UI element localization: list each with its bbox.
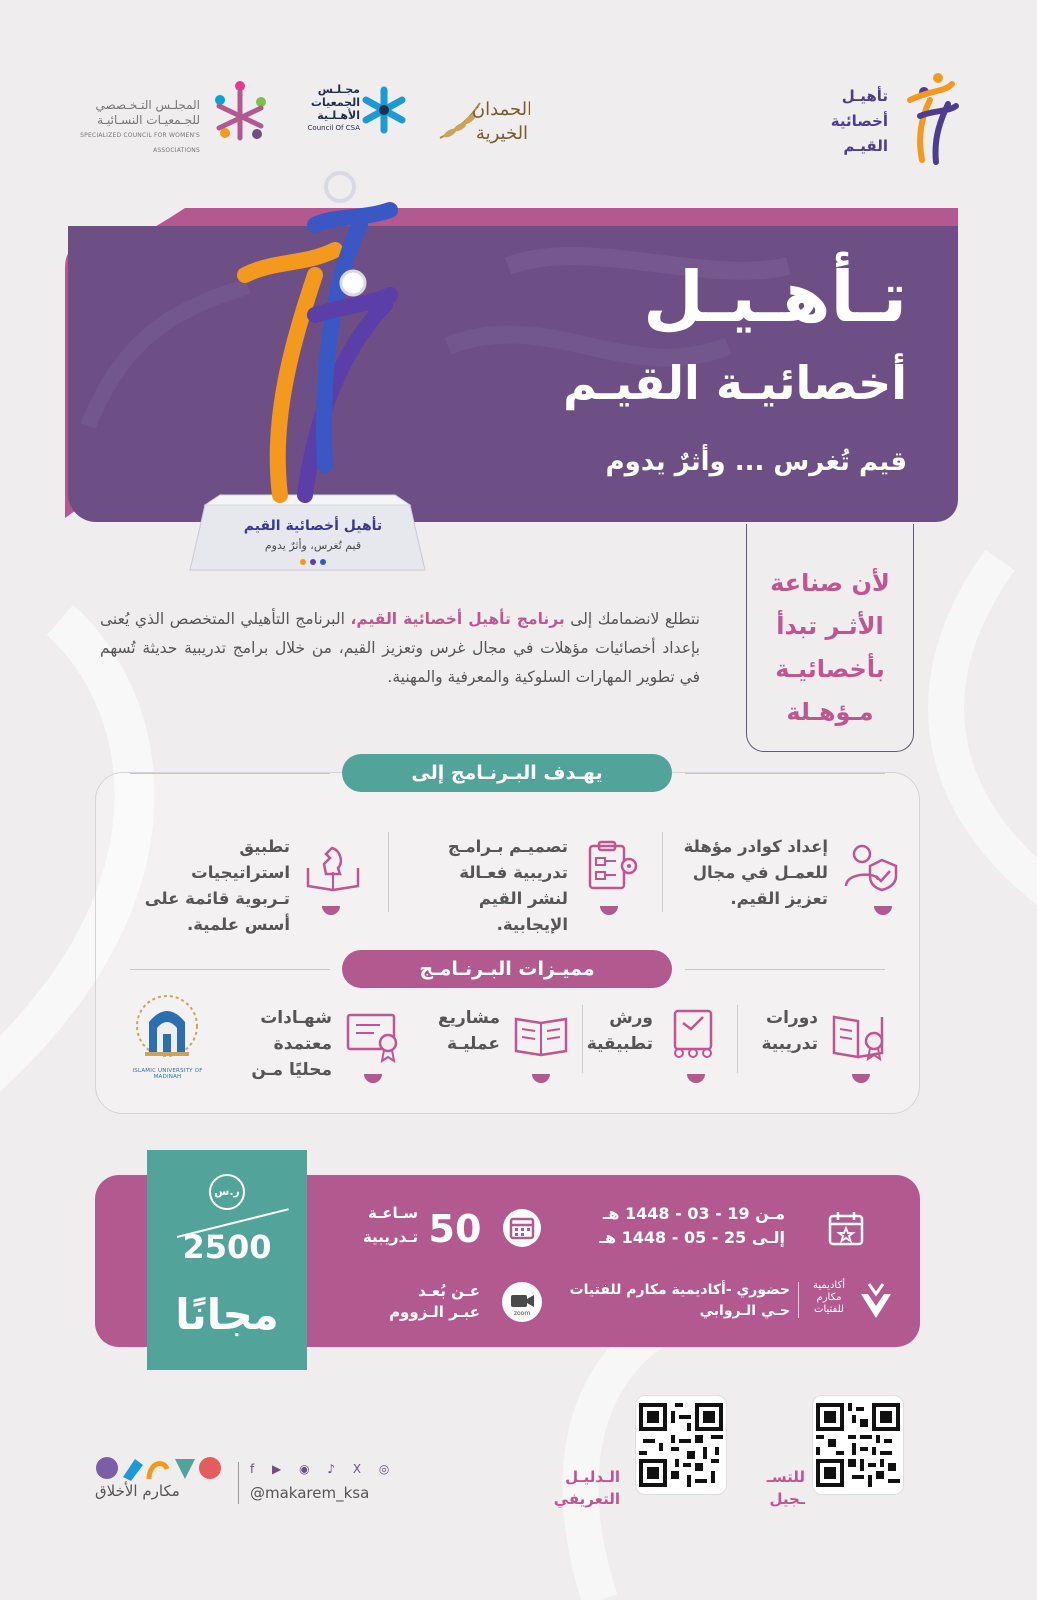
university-name-en: ISLAMIC UNIVERSITY OF MADINAH xyxy=(132,1068,203,1080)
divider-line xyxy=(662,832,663,912)
program-logo-line: القيـم xyxy=(843,137,888,155)
hero-subtitle: أخصائيـة القيـم xyxy=(563,356,907,410)
bullet-dot xyxy=(322,906,340,915)
divider-line xyxy=(130,773,330,774)
qr-register-line: للتسـ xyxy=(766,1468,805,1486)
note-line: الأثـر تبدأ xyxy=(776,612,884,640)
book-chess-icon xyxy=(304,840,362,892)
old-price-value: 2500 xyxy=(182,1228,272,1266)
qr-guide-line: التعريفي xyxy=(553,1490,620,1508)
feature-text: ورش تطبيقية xyxy=(586,1008,653,1054)
hours-line2: تـدريبية xyxy=(362,1228,418,1246)
hours-number: 50 xyxy=(428,1207,482,1251)
divider-line xyxy=(130,969,330,970)
goal-text: تطبيق استراتيجيات تـربوية قائمة على أسس علمية. xyxy=(144,837,290,934)
csa-line3: الأهـلـية xyxy=(317,109,360,122)
certificate-book-icon xyxy=(830,1007,890,1063)
makarem-name: مكارم الأخلاق xyxy=(95,1482,180,1500)
location-line1: حضوري -أكاديمية مكارم للفتيات xyxy=(569,1282,790,1298)
academy-logo-icon xyxy=(855,1278,897,1320)
hamdan-word1: الحمدان xyxy=(471,99,530,120)
qr-register[interactable] xyxy=(812,1395,904,1495)
program-logo-line: تأهيـل xyxy=(841,87,888,105)
divider-line xyxy=(388,832,389,912)
location-line2: حـي الـروابي xyxy=(699,1303,790,1319)
hamdan-charity-logo xyxy=(430,83,530,153)
bullet-dot xyxy=(600,906,618,915)
women-council-logo xyxy=(50,98,200,158)
islamic-university-logo xyxy=(125,992,210,1082)
old-price xyxy=(147,1228,307,1266)
csa-snowflake-icon xyxy=(360,86,408,134)
feature-text: مشاريع عمليـة xyxy=(438,1008,500,1054)
goal-item xyxy=(680,832,900,922)
intro-before: نتطلع لانضمامك إلى xyxy=(564,610,700,628)
open-book-icon xyxy=(512,1007,572,1063)
divider-line xyxy=(685,773,885,774)
clipboard-group-icon xyxy=(665,1007,725,1063)
goal-item xyxy=(130,832,362,934)
bullet-dot xyxy=(687,1074,705,1083)
academy-name-line: مكارم xyxy=(816,1292,842,1303)
program-logo xyxy=(800,70,960,165)
date-to: إلـى 25 - 05 - 1448 هـ xyxy=(599,1228,785,1247)
trophy-illustration xyxy=(185,165,430,595)
academy-name xyxy=(805,1280,853,1316)
women-council-line2: للجـمعيـات النسـائيـة xyxy=(97,113,200,127)
partner-logos xyxy=(50,78,550,158)
women-council-en: SPECIALIZED COUNCIL FOR WOMEN'S ASSOCIATIONS xyxy=(80,132,200,154)
features-heading: مميـزات البـرنـامـج xyxy=(342,950,672,988)
note-line: مـؤهـلة xyxy=(786,698,874,726)
csa-en: Council Of CSA xyxy=(307,124,360,132)
feature-item xyxy=(745,1003,890,1083)
intro-paragraph xyxy=(100,605,700,692)
intro-program-name: برنامج تأهيل أخصائية القيم، xyxy=(350,610,565,628)
hero-title: تـأهـيـل xyxy=(643,256,907,338)
makarem-logo-icon xyxy=(95,1455,223,1481)
trophy-title: تأهيل أخصائية القيم xyxy=(243,518,383,534)
academy-name-line: أكاديمية xyxy=(813,1280,845,1291)
goal-text: إعداد كوادر مؤهلة للعمـل في مجال تعزيز القيم. xyxy=(683,837,828,908)
bullet-dot xyxy=(874,906,892,915)
trophy-slogan: قيم تُغرس، وأثرٌ يدوم xyxy=(264,539,362,552)
remote-line1: عـن بُعـد xyxy=(418,1282,480,1300)
zoom-icon xyxy=(502,1282,542,1322)
csa-logo xyxy=(300,78,410,148)
remote-line2: عبـر الـزووم xyxy=(389,1303,480,1321)
hamdan-word2: الخيرية xyxy=(475,123,529,144)
qr-code-icon xyxy=(816,1403,900,1487)
social-icons[interactable]: f ▶ ◉ ♪ X ◎ xyxy=(250,1462,397,1476)
qr-guide-line: الـدليـل xyxy=(565,1468,620,1486)
bullet-dot xyxy=(364,1074,382,1083)
feature-text: شهـادات معتمدة محليًا مـن xyxy=(251,1008,332,1080)
qr-register-label xyxy=(745,1466,805,1510)
hero-slogan: قيم تُغرس ... وأثرٌ يدوم xyxy=(605,447,907,477)
university-emblem-icon xyxy=(125,992,210,1064)
feature-item xyxy=(232,1003,404,1083)
divider-line xyxy=(737,1005,738,1073)
impact-note-box xyxy=(746,524,914,752)
wheat-icon xyxy=(430,83,530,153)
women-council-mark-icon xyxy=(205,78,275,148)
free-label: مجانًا xyxy=(175,1290,279,1339)
divider-line xyxy=(582,1005,583,1073)
calendar-star-icon xyxy=(826,1208,866,1248)
certificate-icon xyxy=(344,1007,404,1063)
feature-item xyxy=(586,1003,725,1083)
price-box xyxy=(147,1150,307,1370)
intro-after: البرنامج التأهيلي المتخصص الذي يُعنى بإعداد أخصائيات مؤهلات في مجال غرس وتعزيز القيم، من خلال برامج تدريبية حديثة تُسهم في تطوير المهارات السلوكية والمعرفية والمهنية. xyxy=(100,610,700,686)
bullet-dot xyxy=(852,1074,870,1083)
clipboard-gear-icon xyxy=(582,840,640,892)
social-handle[interactable]: @makarem_ksa xyxy=(250,1484,370,1502)
qr-register-line: ـجيل xyxy=(769,1490,805,1508)
bullet-dot xyxy=(532,1074,550,1083)
note-line: لأن صناعة xyxy=(770,569,890,597)
hours-line1: سـاعـة xyxy=(368,1204,418,1222)
women-council-line1: المجلـس التـخـصصي xyxy=(95,98,200,112)
csa-line2: الجمعيات xyxy=(310,96,360,109)
note-line: بأخصائيـة xyxy=(775,655,885,683)
program-figure-icon xyxy=(900,70,960,165)
program-logo-line: أخصائية xyxy=(830,112,888,130)
calendar-grid-icon xyxy=(502,1208,542,1248)
zoom-label: zoom xyxy=(513,1310,531,1317)
info-separator xyxy=(798,1282,799,1318)
user-shield-icon xyxy=(842,840,900,892)
qr-guide[interactable] xyxy=(635,1395,727,1495)
goals-heading: يهـدف البـرنـامج إلى xyxy=(342,754,672,792)
qr-code-icon xyxy=(639,1403,723,1487)
currency-icon: ر.س xyxy=(209,1174,245,1210)
feature-item xyxy=(438,1003,572,1083)
date-from: مـن 19 - 03 - 1448 هـ xyxy=(602,1204,785,1223)
divider-line xyxy=(685,969,885,970)
academy-name-line: للفتيات xyxy=(814,1304,844,1315)
feature-text: دورات تدريبية xyxy=(761,1008,818,1054)
csa-line1: مجـلـس xyxy=(317,83,360,96)
goal-item xyxy=(410,832,640,934)
footer-separator xyxy=(238,1462,239,1504)
goal-text: تصميـم بـرامـج تدريبية فعـالة لنشر القيم الإيجابية. xyxy=(447,837,568,934)
qr-guide-label xyxy=(555,1466,620,1510)
